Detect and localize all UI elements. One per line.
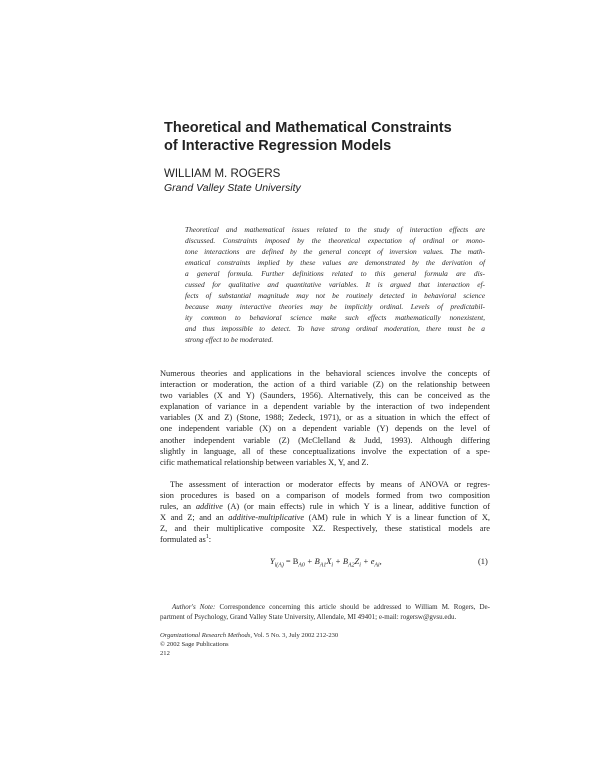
abstract-line: a general formula. Further definitions related to this general formula are dis- [185, 269, 485, 278]
abstract-line: ematical constraints implied by these values are demonstrated by the derivation of [185, 258, 485, 267]
footnote-marker: 1 [205, 534, 209, 541]
body-line [160, 534, 490, 545]
eq-sub: A2 [348, 562, 355, 569]
abstract-line: discussed. Constraints imposed by the theoretical expectation of ordinal or mono- [185, 236, 485, 245]
body-line: cific mathematical relationship between variables X, Y, and Z. [160, 457, 369, 467]
body-line: another independent variable (Z) (McClelland & Judd, 1993). Although differing [160, 435, 490, 445]
body-line: interaction or moderation, the action of a third variable (Z) on the relationship between [160, 380, 490, 390]
text-run: rules, an [160, 502, 196, 512]
eq-term: + B [306, 557, 320, 566]
eq-term: = B [285, 557, 299, 566]
author-note-label: Author's Note: [172, 603, 216, 611]
page-number: 212 [160, 650, 170, 657]
eq-term: X [326, 557, 332, 566]
eq-sub: i [359, 562, 361, 569]
abstract [185, 224, 485, 345]
author-note [160, 603, 490, 622]
text-run: formulated as [160, 535, 206, 545]
author-affiliation: Grand Valley State University [164, 182, 301, 194]
text-run: Correspondence concerning this article should be addressed to William M. Rogers, De- [215, 603, 490, 611]
body-line: explanation of variance in a dependent variable by the interaction of two independent [160, 402, 490, 412]
journal-issue: , Vol. 5 No. 3, July 2002 212-230 [250, 632, 339, 639]
eq-lhs: Y [270, 557, 275, 566]
body-paragraph-2 [160, 479, 490, 546]
term-additive: additive [195, 502, 223, 512]
eq-sub: A0 [298, 562, 305, 569]
eq-term: , [379, 557, 382, 566]
eq-term: Z [354, 557, 360, 566]
body-line: slightly in language, all of these conceptualizations involve the expectation of a spe- [160, 446, 490, 456]
equation-1 [270, 557, 382, 569]
body-line: sion procedures is based on a comparison of models formed from two composition [160, 491, 490, 501]
text-run: (A) (or main effects) rule in which Y is a linear, additive function of [222, 502, 490, 512]
eq-sub: i [331, 562, 334, 569]
body-line: two variables (X and Y) (Saunders, 1956). Alternatively, this can be conceived as the [160, 391, 490, 401]
text-run: : [208, 535, 212, 545]
abstract-line: strong effect to be moderated. [185, 335, 274, 344]
journal-name: Organizational Research Methods [160, 632, 251, 639]
body-paragraph-1 [160, 368, 490, 468]
abstract-line: tone interactions are defined by the general concept of inversion values. The math- [185, 247, 485, 256]
body-line: one independent variable (X) on a dependent variable (Y) depends on the level of [160, 424, 490, 434]
text-run: X and Z; and an [160, 513, 229, 523]
footnote-line: partment of Psychology, Grand Valley State University, Allendale, MI 49401; e-mail: rogersw@gvsu.edu. [160, 612, 457, 621]
text-run: (AM) rule in which Y is a linear function of X, [304, 513, 490, 523]
body-line: The assessment of interaction or moderator effects by means of ANOVA or regres- [170, 480, 490, 489]
abstract-line: and thus impossible to detect. To have strong ordinal moderation, there must be a [185, 324, 485, 333]
abstract-line: fects of substantial magnitude may not be routinely detected in behavioral science [185, 291, 485, 300]
abstract-line: cussed for qualitative and quantitative variables. It is argued that interaction ef- [185, 280, 485, 289]
title-line-2: of Interactive Regression Models [164, 138, 392, 154]
term-additive-multiplicative: additive-multiplicative [228, 513, 305, 523]
equation-number: (1) [478, 557, 488, 566]
eq-term: + B [335, 557, 349, 566]
body-line: Numerous theories and applications in the behavioral sciences involve the concepts of [160, 369, 490, 378]
body-line [160, 512, 490, 523]
body-line: variables (X and Z) (Stone, 1988; Zedeck, 1971), or as a situation in which the effect of [160, 413, 490, 423]
copyright: © 2002 Sage Publications [160, 641, 229, 648]
footnote-line [160, 603, 490, 613]
eq-sub: A1 [319, 562, 327, 569]
title-line-1: Theoretical and Mathematical Constraints [164, 120, 452, 136]
abstract-line: Theoretical and mathematical issues related to the study of interaction effects are [185, 225, 485, 234]
eq-term: + e [362, 557, 375, 566]
article-title [164, 119, 504, 155]
body-line: Z, and their multiplicative composite XZ. Respectively, these statistical models are [160, 524, 490, 534]
eq-sub: i(A) [274, 562, 284, 569]
author-name: WILLIAM M. ROGERS [164, 168, 281, 180]
journal-info [160, 631, 338, 649]
body-line [160, 501, 490, 512]
eq-sub: Ai [374, 562, 380, 569]
abstract-line: because many interactive theories may be implicitly ordinal. Levels of predictabil- [185, 302, 485, 311]
journal-citation [160, 631, 338, 640]
abstract-line: ity common to behavioral science make such effects mathematically nonexistent, [185, 313, 485, 322]
